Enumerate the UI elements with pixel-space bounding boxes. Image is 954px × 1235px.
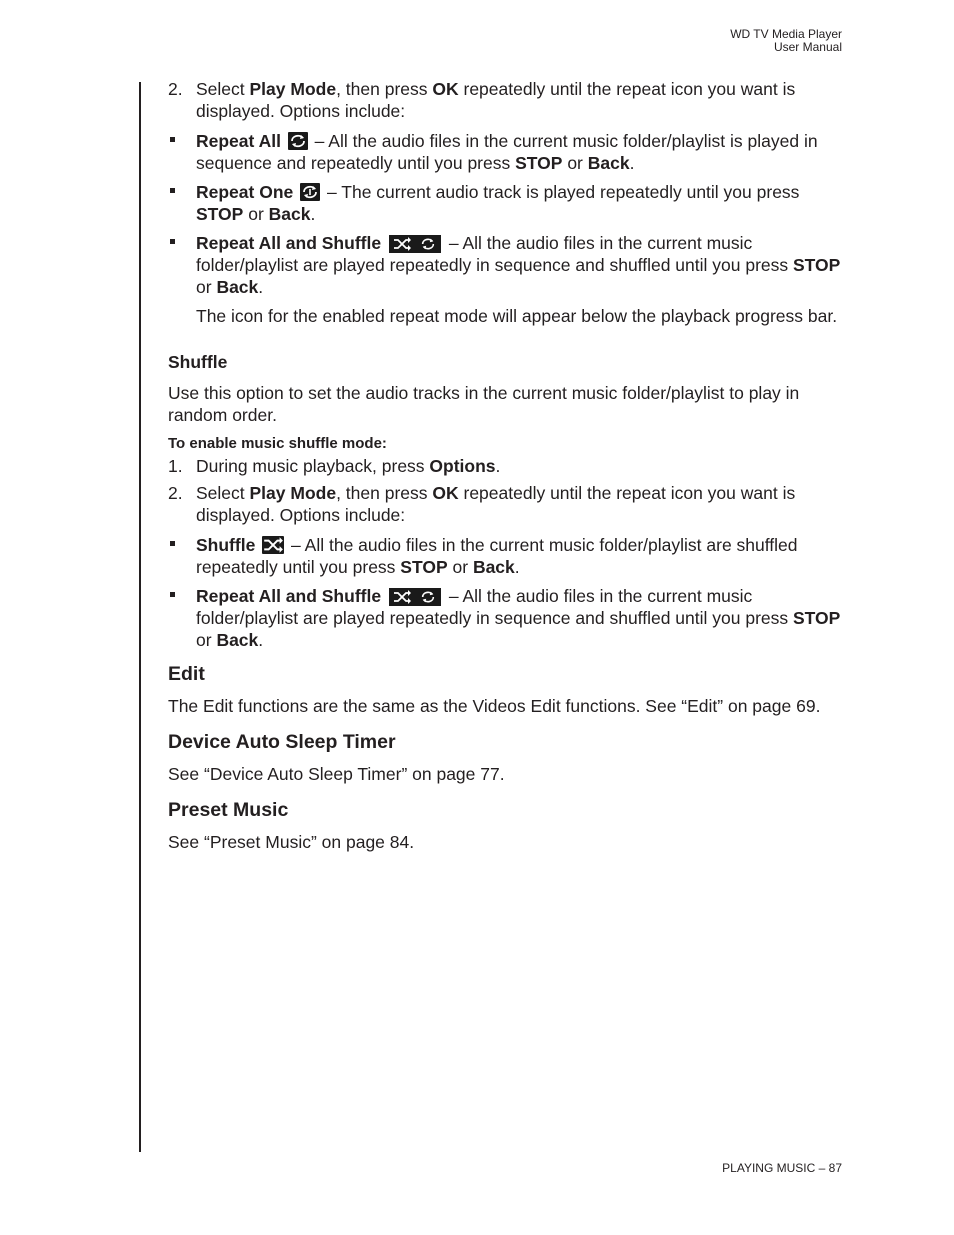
list-item: Repeat All – All the audio files in the current music folder/playlist is played in sequence and repeatedly until you press STOP or Back. (168, 130, 844, 174)
procedure-heading: To enable music shuffle mode: (168, 435, 387, 452)
running-footer: PLAYING MUSIC – 87 (722, 1161, 842, 1175)
page-number: 87 (828, 1161, 842, 1175)
shuffle-options-list (168, 534, 844, 651)
repeat-all-icon (418, 589, 438, 605)
page-content (168, 78, 844, 853)
repeat-one-icon (300, 183, 320, 201)
header-product: WD TV Media Player (730, 27, 842, 41)
shuffle-description: Use this option to set the audio tracks in the current music folder/playlist to play in random order. (168, 383, 800, 425)
repeat-options-list (168, 130, 844, 298)
list-item: Repeat One – The current audio track is played repeatedly until you press STOP or Back. (168, 181, 844, 225)
shuffle-heading: Shuffle (168, 352, 228, 372)
preset-music-heading: Preset Music (168, 799, 289, 821)
repeat-note: The icon for the enabled repeat mode will appear below the playback progress bar. (196, 306, 838, 326)
shuffle-icon (392, 236, 412, 252)
header-doc: User Manual (773, 40, 842, 54)
footer-section: PLAYING MUSIC (722, 1161, 816, 1175)
sleep-timer-reference: See “Device Auto Sleep Timer” on page 77. (168, 764, 505, 784)
shuffle-icon (392, 589, 412, 605)
step-2-play-mode: 2. Select Play Mode, then press OK repeatedly until the repeat icon you want is displayed. Options include: (168, 483, 796, 525)
repeat-all-icon (288, 132, 308, 150)
list-item: Repeat All and Shuffle – All the audio files in the current music folder/playlist are played repeatedly in sequence and shuffled until you press STOP or Back. (168, 585, 844, 651)
list-item: Shuffle – All the audio files in the current music folder/playlist are shuffled repeatedly until you press STOP or Back. (168, 534, 844, 578)
repeat-all-shuffle-icon (389, 235, 441, 253)
edit-description: The Edit functions are the same as the Videos Edit functions. See “Edit” on page 69. (168, 696, 821, 716)
repeat-all-icon (418, 236, 438, 252)
step-2-play-mode: 2. Select Play Mode, then press OK repeatedly until the repeat icon you want is displayed. Options include: (168, 79, 796, 121)
preset-music-reference: See “Preset Music” on page 84. (168, 832, 415, 852)
margin-rule (139, 82, 141, 1152)
shuffle-icon (262, 536, 284, 554)
list-item: Repeat All and Shuffle – All the audio files in the current music folder/playlist are played repeatedly in sequence and shuffled until you press STOP or Back. (168, 232, 844, 298)
sleep-timer-heading: Device Auto Sleep Timer (168, 731, 396, 753)
edit-heading: Edit (168, 663, 205, 685)
running-header (730, 28, 842, 54)
repeat-all-shuffle-icon (389, 588, 441, 606)
step-1-options: 1. During music playback, press Options. (168, 456, 501, 476)
